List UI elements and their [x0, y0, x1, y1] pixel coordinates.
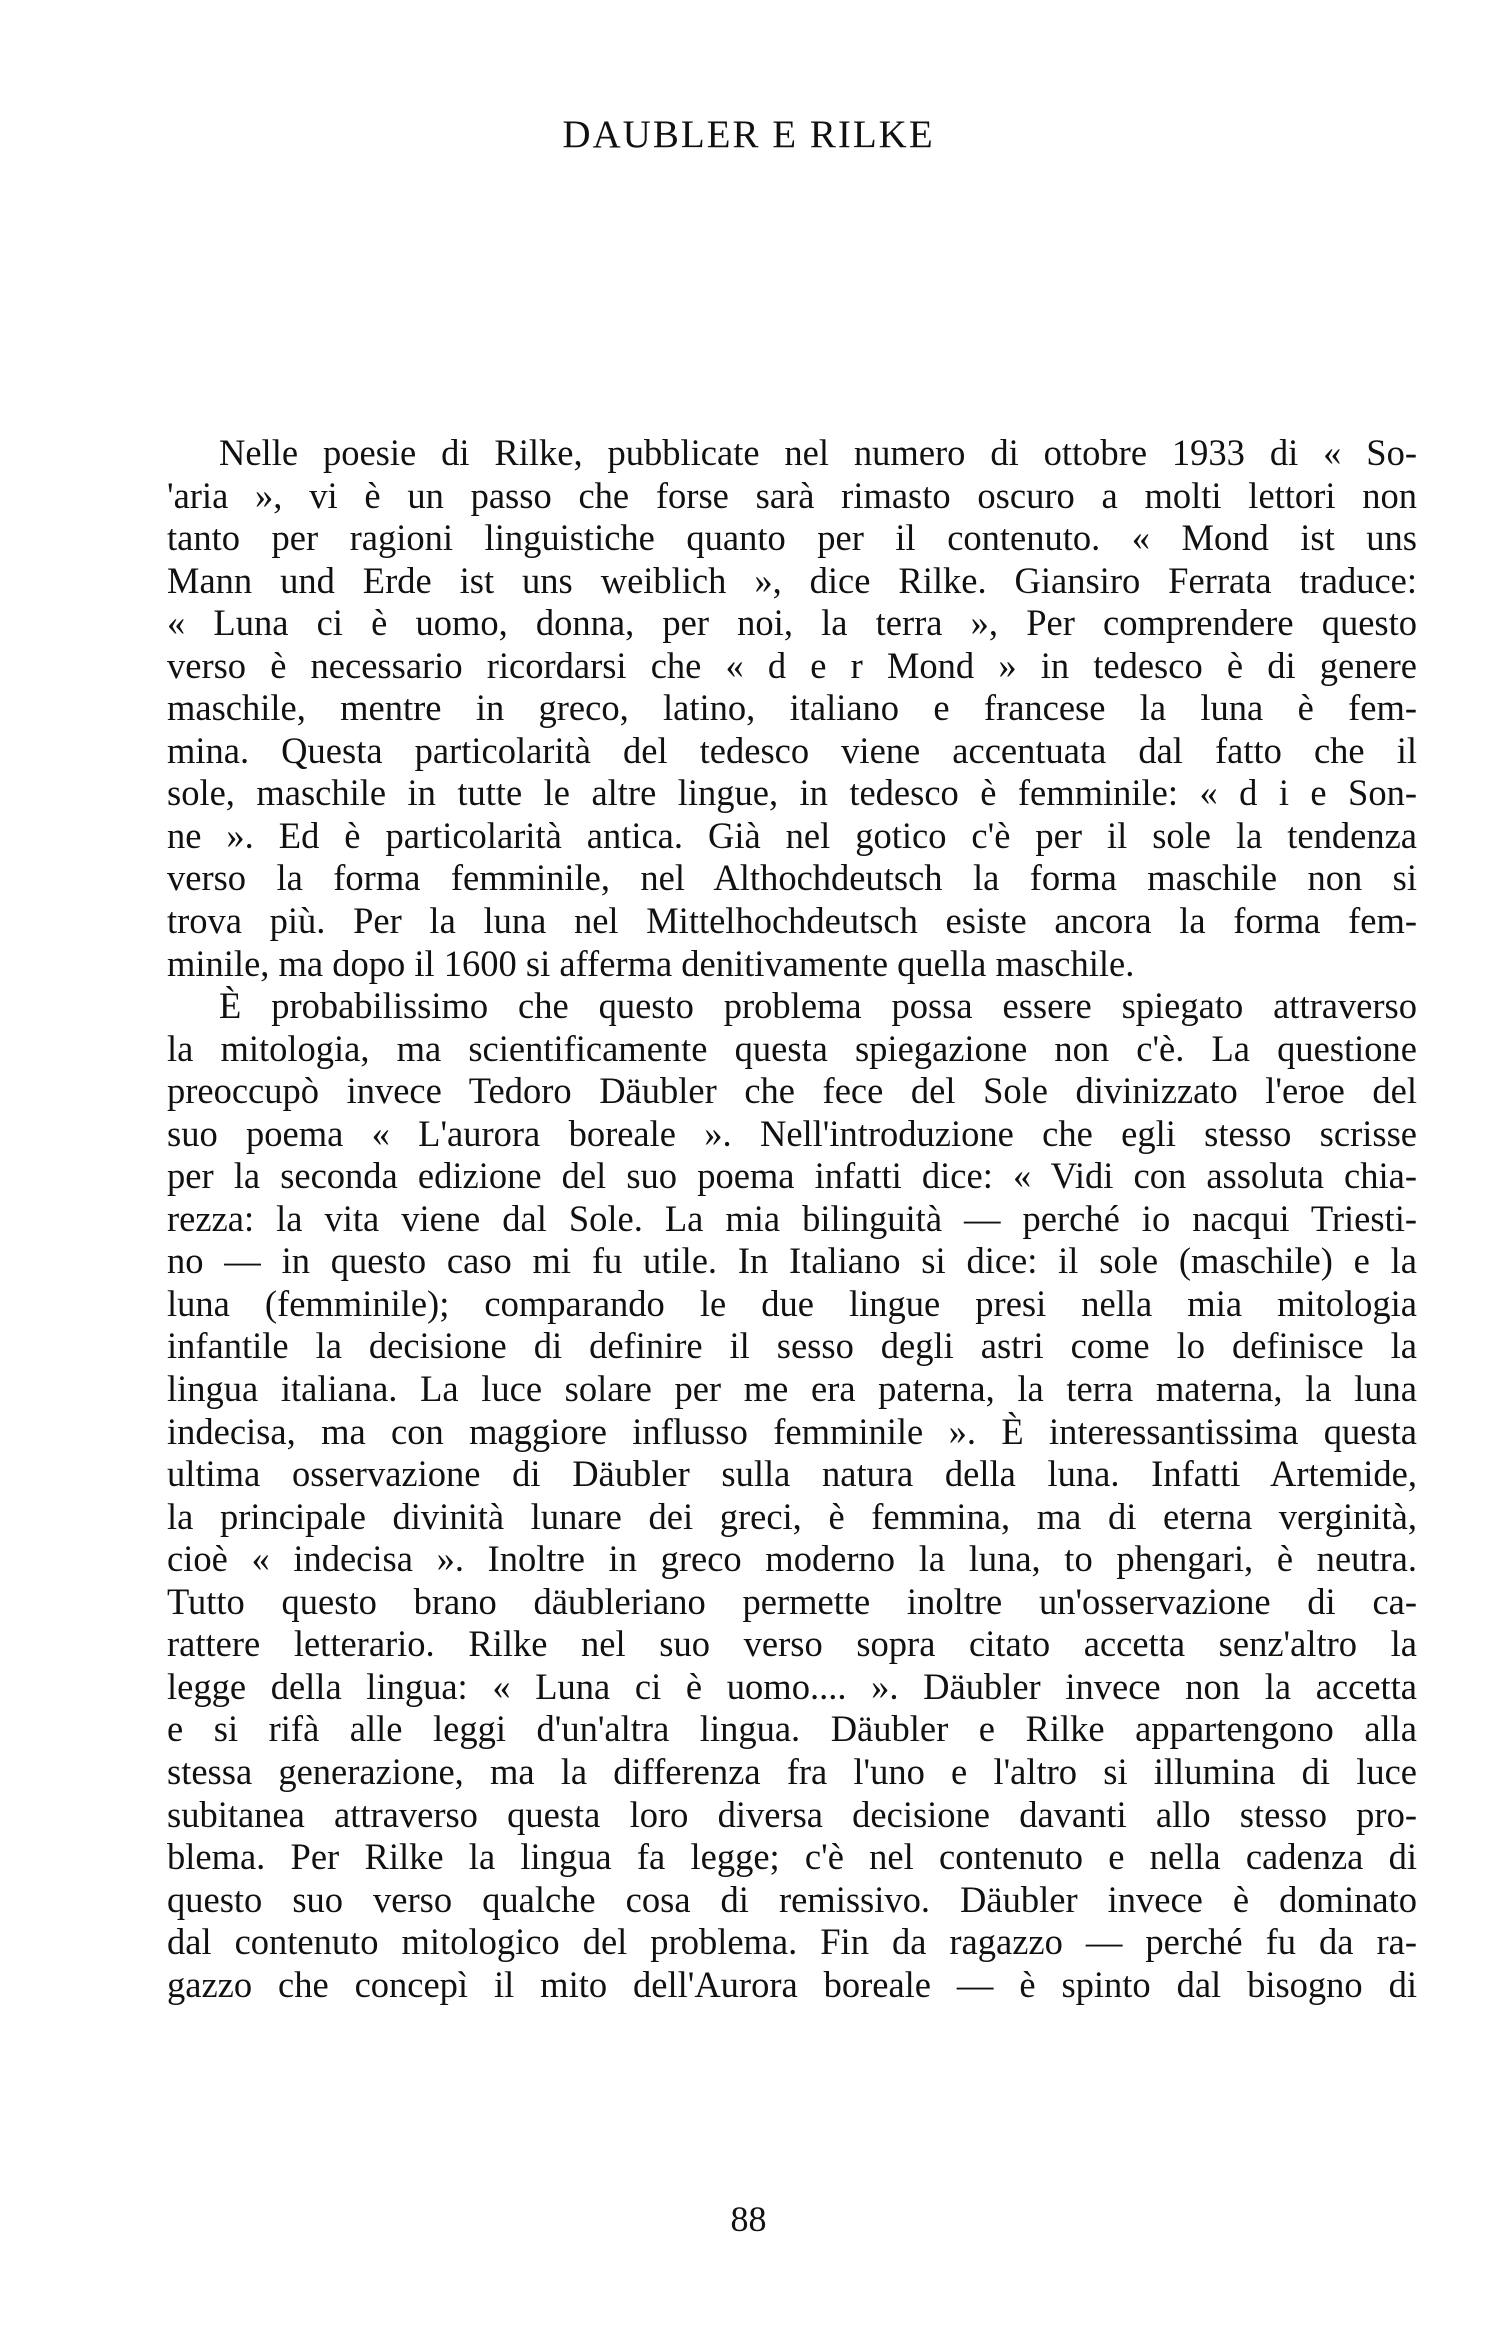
text-line: suo poema « L'aurora boreale ». Nell'introduzione che egli stesso scrisse [167, 1112, 1417, 1154]
text-line: È probabilissimo che questo problema possa essere spiegato attraverso [219, 985, 1417, 1027]
text-line: blema. Per Rilke la lingua fa legge; c'è nel contenuto e nella cadenza di [167, 1836, 1417, 1878]
text-line: per la seconda edizione del suo poema infatti dice: « Vidi con assoluta chia- [167, 1155, 1417, 1197]
text-line: luna (femminile); comparando le due lingue presi nella mia mitologia [167, 1282, 1417, 1324]
text-line: ultima osservazione di Däubler sulla natura della luna. Infatti Artemide, [167, 1453, 1417, 1495]
text-line: no — in questo caso mi fu utile. In Italiano si dice: il sole (maschile) e la [167, 1240, 1417, 1282]
text-line: preoccupò invece Tedoro Däubler che fece del Sole divinizzato l'eroe del [167, 1070, 1417, 1112]
body-text [167, 432, 1417, 2006]
text-line: subitanea attraverso questa loro diversa decisione davanti allo stesso pro- [167, 1793, 1417, 1835]
text-line: tanto per ragioni linguistiche quanto per il contenuto. « Mond ist uns [167, 517, 1417, 559]
running-head: DAUBLER E RILKE [562, 113, 935, 156]
text-line: la mitologia, ma scientificamente questa spiegazione non c'è. La questione [167, 1027, 1417, 1069]
text-line: rattere letterario. Rilke nel suo verso sopra citato accetta senz'altro la [167, 1623, 1417, 1665]
text-line: la principale divinità lunare dei greci, è femmina, ma di eterna verginità, [167, 1495, 1417, 1537]
text-line: questo suo verso qualche cosa di remissivo. Däubler invece è dominato [167, 1878, 1417, 1920]
text-line: indecisa, ma con maggiore influsso femminile ». È interessantissima questa [167, 1410, 1417, 1452]
text-line: mina. Questa particolarità del tedesco viene accentuata dal fatto che il [167, 729, 1417, 771]
text-line: ne ». Ed è particolarità antica. Già nel gotico c'è per il sole la tendenza [167, 814, 1417, 856]
text-line: gazzo che concepì il mito dell'Aurora boreale — è spinto dal bisogno di [167, 1963, 1417, 2005]
page-number: 88 [730, 2199, 767, 2239]
text-line: rezza: la vita viene dal Sole. La mia bilinguità — perché io nacqui Triesti- [167, 1197, 1417, 1239]
text-line: e si rifà alle leggi d'un'altra lingua. Däubler e Rilke appartengono alla [167, 1708, 1417, 1750]
text-line: maschile, mentre in greco, latino, italiano e francese la luna è fem- [167, 687, 1417, 729]
text-line: legge della lingua: « Luna ci è uomo.... ». Däubler invece non la accetta [167, 1665, 1417, 1707]
text-line: trova più. Per la luna nel Mittelhochdeutsch esiste ancora la forma fem- [167, 900, 1417, 942]
text-line: Nelle poesie di Rilke, pubblicate nel numero di ottobre 1933 di « So- [219, 432, 1417, 473]
text-line: cioè « indecisa ». Inoltre in greco moderno la luna, to phengari, è neutra. [167, 1538, 1417, 1580]
text-line: dal contenuto mitologico del problema. Fin da ragazzo — perché fu da ra- [167, 1921, 1417, 1963]
text-line: infantile la decisione di definire il sesso degli astri come lo definisce la [167, 1325, 1417, 1367]
text-line: verso è necessario ricordarsi che « d e r Mond » in tedesco è di genere [167, 644, 1417, 686]
text-line: « Luna ci è uomo, donna, per noi, la terra », Per comprendere questo [167, 602, 1417, 644]
text-line: Tutto questo brano däubleriano permette inoltre un'osservazione di ca- [167, 1580, 1417, 1622]
text-line: lingua italiana. La luce solare per me era paterna, la terra materna, la luna [167, 1368, 1417, 1410]
text-line: verso la forma femminile, nel Althochdeutsch la forma maschile non si [167, 857, 1417, 899]
text-line: 'aria », vi è un passo che forse sarà rimasto oscuro a molti lettori non [167, 474, 1417, 516]
text-line: Mann und Erde ist uns weiblich », dice Rilke. Giansiro Ferrata traduce: [167, 559, 1417, 601]
text-line: stessa generazione, ma la differenza fra l'uno e l'altro si illumina di luce [167, 1750, 1417, 1792]
text-line: minile, ma dopo il 1600 si afferma denitivamente quella maschile. [167, 942, 1135, 984]
text-line: sole, maschile in tutte le altre lingue, in tedesco è femminile: « d i e Son- [167, 772, 1417, 814]
